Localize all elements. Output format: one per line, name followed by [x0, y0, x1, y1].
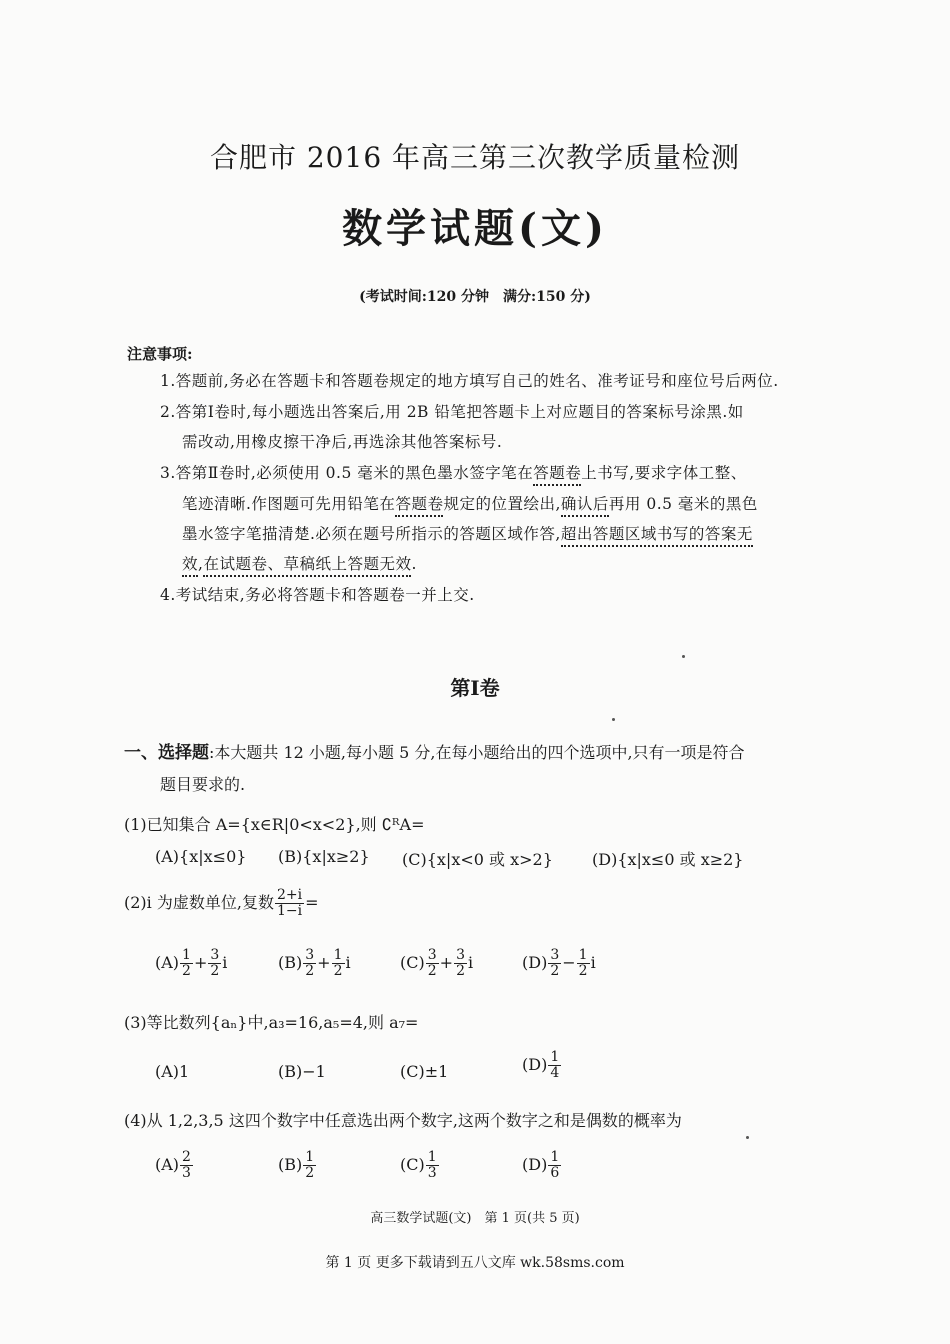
option-label: (B) — [278, 1155, 303, 1174]
denominator: 4 — [550, 1065, 560, 1081]
notice-item-4: 4.考试结束,务必将答题卡和答题卷一并上交. — [160, 586, 475, 604]
numerator: 3 — [456, 947, 465, 963]
fraction — [303, 948, 316, 979]
notice-heading: 注意事项: — [127, 345, 193, 363]
numerator: 1 — [550, 1049, 560, 1065]
q2-option-c — [400, 948, 473, 979]
numerator: 2+i — [276, 887, 303, 903]
part-1-instructions-line-2: 题目要求的. — [160, 775, 246, 794]
question-4-stem: (4)从 1,2,3,5 这四个数字中任意选出两个数字,这两个数字之和是偶数的概率为 — [124, 1111, 682, 1130]
option-label: (D) — [522, 1155, 548, 1174]
section-title: 第Ⅰ卷 — [450, 676, 500, 700]
fraction — [208, 948, 221, 979]
imaginary-unit: i — [345, 953, 351, 972]
q1-option-d: (D){x|x≤0 或 x≥2} — [592, 850, 744, 869]
q4-option-d — [522, 1150, 562, 1181]
operator: − — [562, 953, 576, 972]
numerator: 1 — [182, 947, 191, 963]
denominator: 6 — [550, 1165, 560, 1181]
option-label: (B) — [278, 953, 303, 972]
operator: + — [193, 953, 208, 972]
emphasis-text: 确认后 — [561, 495, 609, 517]
notice-text: 墨水签字笔描清楚.必须在题号所指示的答题区域作答, — [182, 525, 561, 543]
q1-option-b: (B){x|x≥2} — [278, 847, 370, 866]
option-label: (A) — [155, 953, 180, 972]
notice-item-3-line-4 — [182, 552, 417, 574]
fraction — [548, 948, 561, 979]
page-footer: 高三数学试题(文) 第 1 页(共 5 页) — [370, 1211, 580, 1226]
scan-speck — [746, 1136, 749, 1139]
q3-option-c: (C)±1 — [400, 1062, 449, 1081]
numerator: 3 — [550, 947, 560, 963]
emphasis-text: 答题卷 — [395, 495, 443, 517]
denominator: 2 — [427, 963, 437, 979]
q3-option-a: (A)1 — [155, 1062, 190, 1081]
numerator: 3 — [210, 947, 220, 963]
imaginary-unit: i — [590, 953, 596, 972]
fraction — [454, 948, 467, 979]
notice-text: , — [198, 555, 204, 573]
numerator: 1 — [333, 947, 343, 963]
emphasis-text: 效 — [182, 555, 198, 577]
q3-option-b: (B)−1 — [278, 1062, 326, 1081]
denominator: 3 — [427, 1165, 437, 1181]
numerator: 1 — [550, 1149, 560, 1165]
part-text: :本大题共 12 小题,每小题 5 分,在每小题给出的四个选项中,只有一项是符合 — [209, 743, 745, 762]
q2-option-b — [278, 948, 351, 979]
emphasis-text: 超出答题区域书写的答案无 — [561, 525, 753, 547]
subject-title: 数学试题(文) — [342, 205, 608, 252]
part-label: 一、选择题 — [124, 743, 209, 763]
fraction — [426, 1150, 439, 1181]
notice-item-1: 1.答题前,务必在答题卡和答题卷规定的地方填写自己的姓名、准考证号和座位号后两位. — [160, 372, 779, 390]
download-note: 第 1 页 更多下载请到五八文库 wk.58sms.com — [325, 1255, 625, 1271]
q4-option-b — [278, 1150, 317, 1181]
numerator: 2 — [182, 1149, 191, 1165]
q4-option-c — [400, 1150, 440, 1181]
part-1-instructions — [124, 738, 745, 763]
q2-option-a — [155, 948, 227, 979]
fraction — [180, 1150, 193, 1181]
notice-item-3-line-1 — [160, 461, 747, 483]
denominator: 2 — [456, 963, 465, 979]
question-1-stem: (1)已知集合 A={x∈R|0<x<2},则 ∁ᴿA= — [124, 815, 425, 834]
notice-text: 3.答第Ⅱ卷时,必须使用 0.5 毫米的黑色墨水签字笔在 — [160, 464, 534, 482]
denominator: 2 — [182, 963, 191, 979]
stem-text: = — [305, 893, 319, 912]
operator: + — [439, 953, 454, 972]
option-label: (D) — [522, 953, 548, 972]
notice-item-3-line-3 — [182, 522, 753, 544]
stem-text: (2)i 为虚数单位,复数 — [124, 893, 274, 912]
fraction — [426, 948, 439, 979]
q3-option-d — [522, 1050, 562, 1081]
scan-speck — [682, 655, 685, 658]
question-3-stem: (3)等比数列{aₙ}中,a₃=16,a₅=4,则 a₇= — [124, 1013, 419, 1032]
numerator: 1 — [427, 1149, 437, 1165]
imaginary-unit: i — [467, 953, 474, 972]
q1-option-c: (C){x|x<0 或 x>2} — [402, 850, 553, 869]
numerator: 3 — [305, 947, 315, 963]
denominator: 2 — [578, 963, 588, 979]
scan-speck — [612, 718, 615, 721]
exam-title: 合肥市 2016 年高三第三次教学质量检测 — [209, 141, 741, 174]
emphasis-text: 答题卷 — [533, 464, 581, 486]
fraction — [548, 1150, 561, 1181]
emphasis-text: 在试题卷、草稿纸上答题无效 — [203, 555, 411, 577]
denominator: 2 — [333, 963, 343, 979]
denominator: 2 — [305, 963, 315, 979]
q2-option-d — [522, 948, 596, 979]
fraction — [548, 1050, 561, 1081]
notice-text: 再用 0.5 毫米的黑色 — [608, 495, 758, 513]
notice-item-2-line-1: 2.答第Ⅰ卷时,每小题选出答案后,用 2B 铅笔把答题卡上对应题目的答案标号涂黑.如 — [160, 403, 744, 421]
notice-text: . — [411, 555, 417, 573]
notice-item-3-line-2 — [182, 492, 758, 514]
option-label: (D) — [522, 1055, 548, 1074]
denominator: 2 — [550, 963, 560, 979]
imaginary-unit: i — [222, 953, 228, 972]
notice-text: 上书写,要求字体工整、 — [581, 464, 747, 482]
notice-item-2-line-2: 需改动,用橡皮擦干净后,再选涂其他答案标号. — [182, 433, 503, 451]
denominator: 2 — [305, 1165, 315, 1181]
fraction — [303, 1150, 316, 1181]
fraction — [332, 948, 345, 979]
option-label: (A) — [155, 1155, 180, 1174]
option-label: (C) — [400, 1155, 425, 1174]
option-label: (C) — [400, 953, 425, 972]
fraction — [180, 948, 193, 979]
question-2-stem — [124, 888, 319, 919]
denominator: 3 — [182, 1165, 191, 1181]
denominator: 1−i — [276, 903, 303, 919]
numerator: 1 — [578, 947, 588, 963]
q1-option-a: (A){x|x≤0} — [155, 847, 247, 866]
numerator: 1 — [305, 1149, 315, 1165]
denominator: 2 — [210, 963, 220, 979]
notice-text: 规定的位置绘出, — [443, 495, 561, 513]
q4-option-a — [155, 1150, 194, 1181]
operator: + — [317, 953, 331, 972]
notice-text: 笔迹清晰.作图题可先用铅笔在 — [182, 495, 396, 513]
fraction — [577, 948, 590, 979]
fraction — [275, 888, 304, 919]
numerator: 3 — [427, 947, 437, 963]
exam-meta: (考试时间:120 分钟 满分:150 分) — [359, 289, 591, 305]
